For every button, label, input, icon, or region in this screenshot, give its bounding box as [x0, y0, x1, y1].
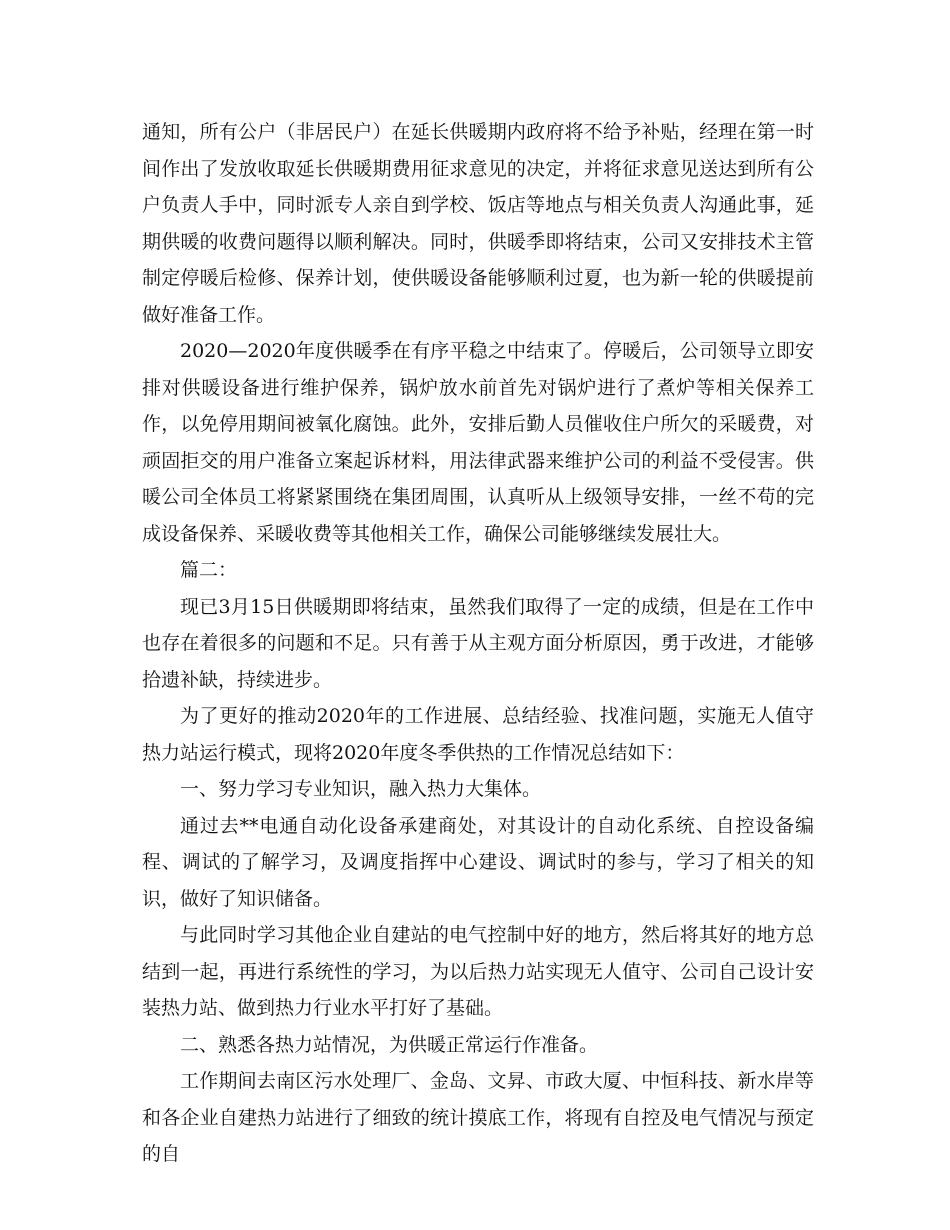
paragraph-season-end: 2020—2020年度供暖季在有序平稳之中结束了。停暖后，公司领导立即安排对供暖设备进行维护保养，锅炉放水前首先对锅炉进行了煮炉等相关保养工作，以免停用期间被氧化腐蚀。此外，安排后勤人员催收住户所欠的采暖费，对顽固拒交的用户准备立案起诉材料，用法律武器来维护公司的利益不受侵害。供暖公司全体员工将紧紧围绕在集团周围，认真听从上级领导安排，一丝不苟的完成设备保养、采暖收费等其他相关工作，确保公司能够继续发展壮大。 [142, 340, 814, 545]
paragraph-station-survey: 工作期间去南区污水处理厂、金岛、文昇、市政大厦、中恒科技、新水岸等和各企业自建热力站进行了细致的统计摸底工作，将现有自控及电气情况与预定的自 [142, 1070, 814, 1165]
paragraph-automation-study: 通过去**电通自动化设备承建商处，对其设计的自动化系统、自控设备编程、调试的了解学习，及调度指挥中心建设、调试时的参与，学习了相关的知识，做好了知识储备。 [142, 814, 814, 910]
paragraph-intro: 现已3月15日供暖期即将结束，虽然我们取得了一定的成绩，但是在工作中也存在着很多的问题和不足。只有善于从主观方面分析原因，勇于改进，才能够拾遗补缺，持续进步。 [142, 595, 814, 691]
paragraph-purpose: 为了更好的推动2020年的工作进展、总结经验、找准问题，实施无人值守热力站运行模式，现将2020年度冬季供热的工作情况总结如下： [142, 705, 814, 764]
paragraph-other-stations: 与此同时学习其他企业自建站的电气控制中好的地方，然后将其好的地方总结到一起，再进行系统性的学习，为以后热力站实现无人值守、公司自己设计安装热力站、做到热力行业水平打好了基础。 [142, 924, 814, 1019]
section-heading-part-two: 篇二： [180, 559, 238, 581]
heading-familiarize-stations: 二、熟悉各热力站情况，为供暖正常运行作准备。 [180, 1033, 599, 1056]
paragraph-continued-notice: 通知，所有公户（非居民户）在延长供暖期内政府将不给予补贴，经理在第一时间作出了发放收取延长供暖期费用征求意见的决定，并将征求意见送达到所有公户负责人手中，同时派专人亲自到学校、饭店等地点与相关负责人沟通此事，延期供暖的收费问题得以顺利解决。同时，供暖季即将结束，公司又安排技术主管制定停暖后检修、保养计划，使供暖设备能够顺利过夏，也为新一轮的供暖提前做好准备工作。 [142, 121, 814, 326]
document-body [142, 114, 814, 1173]
heading-study-knowledge: 一、努力学习专业知识，融入热力大集体。 [180, 778, 542, 800]
